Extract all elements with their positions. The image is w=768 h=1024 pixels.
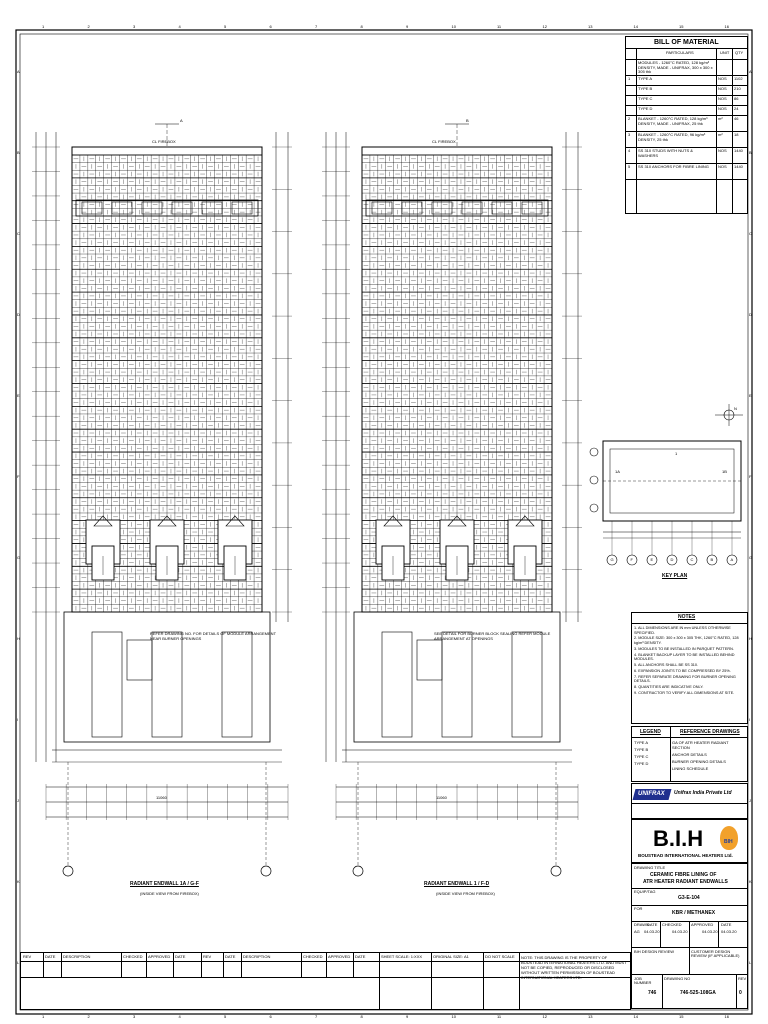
frame-number-top: 6 [269,24,272,29]
bom-row-no: 4 [628,148,631,153]
frame-number-top: 5 [224,24,227,29]
frame-letter-right: I [749,717,751,722]
frame-number-bottom: 6 [269,1014,272,1019]
note-item: 3. MODULES TO BE INSTALLED IN PARQUET PATTERN. [634,646,734,651]
frame-number-top: 15 [679,24,684,29]
bom-row-text: TYPE B [638,86,653,91]
frame-number-bottom: 14 [633,1014,638,1019]
frame-letter-right: D [749,312,752,317]
bom-row-qty: 1440 [734,148,743,153]
legend-item: TYPE C [634,754,649,759]
rev-column-line [301,953,302,977]
confidential-note: NOTE: THIS DRAWING IS THE PROPERTY OF BOUSTEAD INTERNATIONAL HEATERS LTD. AND MUST NOT BE COPIED, REPRODUCED OR DISCLOSED WITHOUT WRITTEN PERMISSION OF BOUSTEAD INTERNATIONAL HEATERS LTD. [521,955,627,980]
drawn-date: 04.03.20 [644,929,660,934]
customer-design-review: CUSTOMER DESIGN REVIEW (IF APPLICABLE) [691,949,740,958]
bih-logo: B.I.H [653,826,704,851]
bom-row-unit: NOS [718,148,727,153]
rev-column-line [61,953,62,977]
frame-number-top: 8 [360,24,363,29]
bih-badge: BIH [724,839,733,845]
title-date: 04.03.20 [721,929,737,934]
bom-row-unit: m² [718,132,723,137]
sheet-scale: SHEET SCALE: 1:XXX [381,954,423,959]
dimension-left: 11060 [156,795,167,800]
frame-number-top: 7 [315,24,318,29]
frame-letter-right: K [749,879,752,884]
do-not-scale: DO NOT SCALE [485,954,515,959]
bom-row-unit: NOS [718,96,727,101]
frame-number-bottom: 15 [679,1014,684,1019]
frame-letter-right: H [749,636,752,641]
frame-letter-left: C [17,231,20,236]
frame-letter-right: G [749,555,753,560]
bom-row-no: 5 [628,164,631,169]
drawing-title-line-1: CERAMIC FIBRE LINING OF [650,872,717,878]
legend-title: LEGEND [640,729,661,735]
frame-letter-right: F [749,474,752,479]
view-subtitle-right: (INSIDE VIEW FROM FIREBOX) [436,891,495,896]
frame-number-bottom: 16 [724,1014,729,1019]
reference-item: ANCHOR DETAILS [672,752,707,757]
frame-letter-right: C [749,231,752,236]
bom-row-text: TYPE D [638,106,653,111]
frame-letter-right: E [749,393,752,398]
bom-row-qty: 18 [734,132,739,137]
rev-header: DATE [225,954,236,959]
reference-item: BURNER OPENING DETAILS [672,759,726,764]
note-item: 4. BLANKET BACKUP LAYER TO BE INSTALLED BEHIND MODULES. [634,652,735,662]
key-plan-label-1: 1 [675,451,678,456]
reference-title: REFERENCE DRAWINGS [680,729,740,735]
frame-letter-left: J [17,798,19,803]
reference-list [672,740,747,773]
frame-number-bottom: 3 [133,1014,136,1019]
bom-row-no: 3 [628,132,631,137]
frame-number-top: 10 [451,24,456,29]
section-marker-left: A [180,118,183,123]
drawing-number: 746-525-108GA [680,990,716,996]
rev-column-line [353,953,354,977]
frame-number-top: 13 [588,24,593,29]
key-plan-grid-letter: D [670,557,674,562]
bom-row-text: BLANKET - 1260°C RATED, 96 kg/m³ DENSITY, 25 thk [638,132,706,142]
key-plan-title: KEY PLAN [662,573,688,579]
legend-list [634,740,648,768]
rev-header: APPROVED [328,954,351,959]
center-label-left: CL FIREBOX [152,139,176,144]
rev-column-line [326,953,327,977]
frame-number-bottom: 2 [87,1014,90,1019]
revision-strip [20,952,631,1010]
job-label: JOB NUMBER [634,976,652,985]
section-marker-right: B [466,118,469,123]
bom-row-no: 1 [628,76,631,81]
unifrax-block [631,783,748,819]
key-plan-grid-letter: G [610,557,614,562]
view-title-right: RADIANT ENDWALL 1 / F-D [424,881,490,887]
rev-column-line [241,953,242,977]
key-plan-label-1a: 1A [615,469,620,474]
rev-header: REV [203,954,212,959]
key-plan-grid-letter: C [690,557,694,562]
frame-letter-right: L [749,960,752,965]
bom-row-qty: 1440 [734,164,743,169]
key-plan-drawing [590,404,743,565]
callout-left: REFER DRAWING NO. FOR DETAILS OF MODULE ARRANGEMENT NEAR BURNER OPENINGS [150,631,276,641]
frame-number-bottom: 5 [224,1014,227,1019]
equip-number: G3-E-104 [678,895,700,901]
frame-number-top: 1 [42,24,45,29]
bih-flame-icon [720,826,738,850]
bom-col-unit: UNIT [720,50,730,55]
frame-number-bottom: 1 [42,1014,45,1019]
notes-list [634,626,746,697]
note-item: 9. CONTRACTOR TO VERIFY ALL DIMENSIONS AT SITE. [634,690,735,695]
drawn-label: DRAWN [634,922,649,927]
frame-number-top: 16 [724,24,729,29]
bill-of-material [625,36,748,214]
rev-header: DESCRIPTION [63,954,91,959]
drawn-date-label: DATE [647,922,658,927]
frame-letter-right: A [749,69,752,74]
bom-col-particulars: PARTICULARS [666,50,694,55]
bih-block [631,819,748,863]
bom-row-unit: NOS [718,86,727,91]
title-block [631,863,748,1009]
reference-item: LINING SCHEDULE [672,766,709,771]
frame-number-top: 3 [133,24,136,29]
rev-header: APPROVED [148,954,171,959]
bom-row-unit: m² [718,116,723,121]
bom-row-unit: NOS [718,106,727,111]
frame-number-bottom: 11 [497,1014,502,1019]
center-label-right: CL FIREBOX [432,139,456,144]
bom-row-qty: 46 [734,116,739,121]
rev-column-line [201,953,202,977]
note-item: 7. REFER SEPARATE DRAWING FOR BURNER OPENING DETAILS. [634,674,736,684]
client-label: FOR [634,906,643,911]
endwall-elevation-right [322,124,582,876]
legend-item: TYPE B [634,747,649,752]
drawing-title-line-2: ATR HEATER RADIANT ENDWALLS [643,879,728,885]
key-plan-north: N [734,406,737,411]
rev-header: CHECKED [303,954,323,959]
legend-reference-box [631,726,748,782]
frame-letter-left: A [17,69,20,74]
drawing-no-label: DRAWING NO [664,976,691,981]
key-plan-label-1b: 1B [722,469,727,474]
frame-number-bottom: 8 [360,1014,363,1019]
original-size: ORIGINAL SIZE: A1 [433,954,469,959]
bom-row-text: MODULES - 1260°C RATED, 128 kg/m³ DENSITY, MADE - UNIFRAX, 300 x 300 x 305 thk [638,60,713,75]
bom-row-qty: 86 [734,96,739,101]
title-date-label: DATE [721,922,732,927]
drawing-title-label: DRAWING TITLE [634,865,666,870]
frame-letter-left: G [17,555,21,560]
rev-header: DATE [45,954,56,959]
bom-row-qty: 1102 [734,76,743,81]
view-title-left: RADIANT ENDWALL 1A / G-F [130,881,199,887]
frame-number-top: 12 [542,24,547,29]
frame-number-bottom: 7 [315,1014,318,1019]
frame-number-bottom: 13 [588,1014,593,1019]
rev-column-line [43,953,44,977]
frame-letter-right: B [749,150,752,155]
legend-item: TYPE A [634,740,649,745]
rev-column-line [121,953,122,977]
dimension-right: 11060 [436,795,447,800]
frame-letter-left: L [17,960,20,965]
key-plan-grid-letter: B [710,557,714,562]
drawn-by: AG [634,929,640,934]
frame-number-bottom: 4 [178,1014,181,1019]
frame-letter-left: K [17,879,20,884]
frame-letter-left: D [17,312,20,317]
bom-row-unit: NOS [718,76,727,81]
frame-number-top: 9 [406,24,409,29]
rev-column-line [173,953,174,977]
client-name: KBR / METHANEX [672,910,716,916]
rev-header: DATE [175,954,186,959]
equip-label: EQUIP/TAG [634,889,656,894]
frame-number-bottom: 10 [451,1014,456,1019]
rev-header: DESCRIPTION [243,954,271,959]
reference-item: GA OF ATR HEATER RADIANT SECTION [672,740,729,750]
note-item: 8. QUANTITIES ARE INDICATIVE ONLY. [634,685,704,690]
bom-row-text: SS 310 STUDS WITH NUTS & WASHERS [638,148,693,158]
notes-box [631,612,751,724]
note-item: 5. ALL ANCHORS SHALL BE SS 310. [634,663,699,668]
checked-label: CHECKED [662,922,682,927]
bom-row-qty: 210 [734,86,741,91]
frame-letter-left: B [17,150,20,155]
bom-row-unit: NOS [718,164,727,169]
rev-column-line [146,953,147,977]
notes-title: NOTES [678,614,696,620]
rev-column-line [223,953,224,977]
view-subtitle-left: (INSIDE VIEW FROM FIREBOX) [140,891,199,896]
job-number: 746 [648,990,657,996]
frame-number-top: 11 [497,24,502,29]
approved-date: 04.03.20 [702,929,718,934]
frame-letter-left: F [17,474,20,479]
approved-label: APPROVED [691,922,714,927]
frame-number-top: 4 [178,24,181,29]
note-item: 2. MODULE SIZE: 300 x 300 x 305 THK, 1260°C RATED, 128 kg/m³ DENSITY. [634,636,739,646]
checked-date: 04.03.20 [672,929,688,934]
frame-number-bottom: 9 [406,1014,409,1019]
key-plan-grid-letter: F [630,557,633,562]
rev-number: 0 [739,990,742,996]
rev-header: DATE [355,954,366,959]
bih-company-name: BOUSTEAD INTERNATIONAL HEATERS Ltd. [638,853,733,858]
bom-row-text: SS 310 ANCHORS FOR FIBRE LINING [638,164,709,169]
key-plan-grid-letter: E [650,557,654,562]
frame-letter-right: J [749,798,751,803]
callout-right: SEE DETAIL FOR BURNER BLOCK SEALING REFER MODULE ARRANGEMENT AT OPENINGS [434,631,551,641]
frame-number-top: 14 [633,24,638,29]
unifrax-logo-text: UNIFRAX [638,791,665,797]
frame-letter-left: I [17,717,19,722]
unifrax-company-name: Unifrax India Private Ltd [674,790,732,796]
bom-col-qty: QTY [735,50,744,55]
rev-label: REV [738,976,747,981]
bom-row-text: BLANKET - 1260°C RATED, 128 kg/m³ DENSITY, MADE - UNIFRAX, 25 thk [638,116,708,126]
bom-row-no: 2 [628,116,631,121]
bom-row-text: TYPE C [638,96,653,101]
rev-header: CHECKED [123,954,143,959]
note-item: 1. ALL DIMENSIONS ARE IN mm UNLESS OTHERWISE SPECIFIED. [634,626,731,635]
rev-header: REV [23,954,32,959]
bom-title: BILL OF MATERIAL [654,39,719,46]
note-item: 6. EXPANSION JOINTS TO BE COMPRESSED BY 25%. [634,668,731,673]
frame-letter-left: E [17,393,20,398]
endwall-elevation-left [32,124,292,876]
bom-row-text: TYPE A [638,76,653,81]
frame-letter-left: H [17,636,20,641]
bom-row-qty: 24 [734,106,739,111]
frame-number-top: 2 [87,24,90,29]
key-plan-grid-letter: A [730,557,734,562]
bom-row-divider [626,179,747,180]
frame-number-bottom: 12 [542,1014,547,1019]
bih-design-review: BIH DESIGN REVIEW [634,949,675,954]
legend-item: TYPE D [634,761,649,766]
